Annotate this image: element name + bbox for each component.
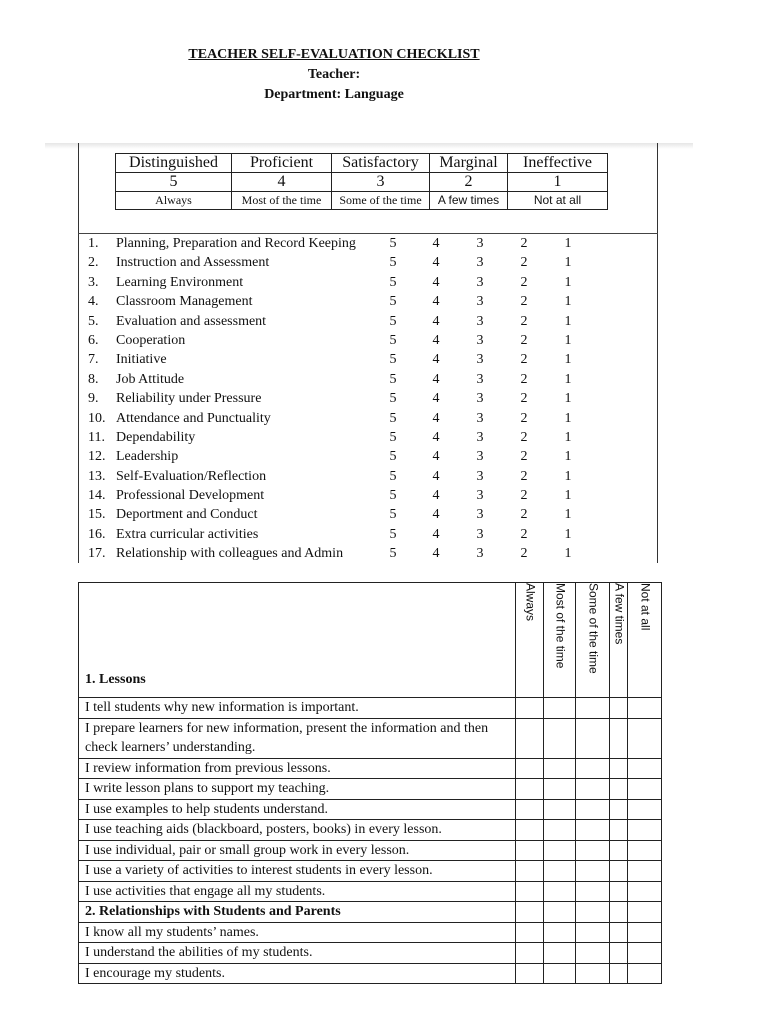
rating-value[interactable]: 5	[389, 391, 397, 407]
rating-value[interactable]: 3	[476, 429, 484, 445]
check-cell[interactable]	[576, 758, 610, 779]
check-cell[interactable]	[544, 881, 576, 902]
check-cell[interactable]	[544, 779, 576, 800]
column-header: Always	[523, 583, 538, 622]
checklist-item: I use a variety of activities to interest students in every lesson.	[79, 861, 516, 882]
rating-value[interactable]: 1	[564, 526, 572, 542]
criteria-label: Job Attitude	[116, 371, 185, 387]
criteria-list	[78, 234, 658, 564]
check-cell[interactable]	[628, 963, 662, 984]
rating-value[interactable]: 1	[564, 546, 572, 562]
rating-value[interactable]: 3	[476, 391, 484, 407]
rating-value[interactable]: 3	[476, 526, 484, 542]
check-cell	[576, 902, 610, 923]
check-cell[interactable]	[628, 840, 662, 861]
checklist-item: I review information from previous lessons.	[79, 758, 516, 779]
rating-value[interactable]: 4	[432, 391, 440, 407]
rating-value[interactable]: 4	[432, 371, 440, 387]
check-cell[interactable]	[610, 758, 628, 779]
section-heading: 2. Relationships with Students and Parents	[79, 902, 516, 923]
rating-value[interactable]: 1	[564, 371, 572, 387]
rating-value[interactable]: 5	[389, 274, 397, 290]
check-cell[interactable]	[544, 799, 576, 820]
check-cell[interactable]	[610, 861, 628, 882]
criteria-number: 6.	[88, 332, 99, 348]
criteria-row	[78, 292, 658, 311]
sheet-shadow	[45, 143, 693, 149]
criteria-number: 7.	[88, 352, 99, 368]
check-cell[interactable]	[610, 943, 628, 964]
criteria-number: 12.	[88, 449, 106, 465]
criteria-label: Classroom Management	[116, 294, 253, 310]
rating-value[interactable]: 1	[564, 410, 572, 426]
criteria-number: 9.	[88, 391, 99, 407]
check-cell[interactable]	[576, 943, 610, 964]
rating-value[interactable]: 1	[564, 488, 572, 504]
criteria-number: 3.	[88, 274, 99, 290]
rating-value[interactable]: 2	[520, 371, 528, 387]
rating-value[interactable]: 1	[564, 352, 572, 368]
rating-value[interactable]: 1	[564, 255, 572, 271]
checklist-item: I use activities that engage all my students.	[79, 881, 516, 902]
teacher-label: Teacher:	[307, 67, 361, 82]
check-cell[interactable]	[610, 881, 628, 902]
rating-value[interactable]: 4	[432, 488, 440, 504]
scale-score: 5	[116, 173, 232, 192]
checklist-item: I write lesson plans to support my teaching.	[79, 779, 516, 800]
rating-value[interactable]: 4	[432, 546, 440, 562]
criteria-row	[78, 370, 658, 389]
check-cell[interactable]	[610, 820, 628, 841]
criteria-label: Deportment and Conduct	[116, 507, 258, 523]
rating-value[interactable]: 5	[389, 468, 397, 484]
scale-frequency: Most of the time	[232, 192, 332, 210]
checklist-item: I encourage my students.	[79, 963, 516, 984]
rating-value[interactable]: 5	[389, 526, 397, 542]
department-label: Department: Language	[264, 87, 404, 102]
rating-value[interactable]: 4	[432, 352, 440, 368]
rating-value[interactable]: 4	[432, 294, 440, 310]
criteria-row	[78, 312, 658, 331]
criteria-row	[78, 331, 658, 350]
criteria-row	[78, 389, 658, 408]
rating-value[interactable]: 5	[389, 313, 397, 329]
checklist-item: I use examples to help students understand.	[79, 799, 516, 820]
check-cell	[610, 902, 628, 923]
criteria-label: Learning Environment	[116, 274, 244, 290]
check-cell	[628, 902, 662, 923]
rating-value[interactable]: 5	[389, 410, 397, 426]
rating-value[interactable]: 2	[520, 391, 528, 407]
rating-value[interactable]: 4	[432, 410, 440, 426]
check-cell[interactable]	[576, 922, 610, 943]
rating-value[interactable]: 3	[476, 236, 484, 251]
criteria-label: Attendance and Punctuality	[116, 410, 271, 426]
rating-value[interactable]: 3	[476, 371, 484, 387]
criteria-number: 8.	[88, 371, 99, 387]
rating-value[interactable]: 1	[564, 313, 572, 329]
criteria-row	[78, 273, 658, 292]
check-cell[interactable]	[628, 779, 662, 800]
criteria-label: Professional Development	[116, 488, 265, 504]
check-cell[interactable]	[628, 698, 662, 719]
scale-level: Marginal	[430, 154, 508, 173]
rating-value[interactable]: 1	[564, 429, 572, 445]
check-cell[interactable]	[544, 758, 576, 779]
rating-value[interactable]: 5	[389, 429, 397, 445]
rating-value[interactable]: 2	[520, 274, 528, 290]
check-cell[interactable]	[516, 922, 544, 943]
criteria-row	[78, 447, 658, 466]
check-cell[interactable]	[516, 820, 544, 841]
check-cell[interactable]	[576, 820, 610, 841]
check-cell[interactable]	[628, 922, 662, 943]
rating-value[interactable]: 5	[389, 507, 397, 523]
scale-score: 1	[508, 173, 608, 192]
rating-value[interactable]: 2	[520, 449, 528, 465]
check-cell[interactable]	[516, 943, 544, 964]
rating-value[interactable]: 4	[432, 236, 440, 251]
rating-value[interactable]: 1	[564, 274, 572, 290]
rating-value[interactable]: 4	[432, 255, 440, 271]
rating-value[interactable]: 5	[389, 255, 397, 271]
rating-value[interactable]: 2	[520, 294, 528, 310]
scale-level: Satisfactory	[332, 154, 430, 173]
rating-value[interactable]: 3	[476, 332, 484, 348]
check-cell[interactable]	[544, 698, 576, 719]
rating-value[interactable]: 3	[476, 507, 484, 523]
rating-value[interactable]: 4	[432, 313, 440, 329]
check-cell[interactable]	[516, 840, 544, 861]
rating-value[interactable]: 3	[476, 294, 484, 310]
rating-value[interactable]: 2	[520, 236, 528, 251]
check-cell[interactable]	[610, 840, 628, 861]
rating-value[interactable]: 2	[520, 332, 528, 348]
check-cell[interactable]	[544, 861, 576, 882]
rating-value[interactable]: 1	[564, 449, 572, 465]
scale-frequency: Some of the time	[332, 192, 430, 210]
check-cell	[544, 902, 576, 923]
rating-value[interactable]: 2	[520, 410, 528, 426]
check-cell[interactable]	[628, 758, 662, 779]
check-cell[interactable]	[516, 799, 544, 820]
criteria-row	[78, 428, 658, 447]
scale-score: 4	[232, 173, 332, 192]
criteria-row	[78, 253, 658, 272]
criteria-row	[78, 350, 658, 369]
check-cell[interactable]	[610, 922, 628, 943]
rating-value[interactable]: 1	[564, 507, 572, 523]
check-cell[interactable]	[576, 881, 610, 902]
rating-value[interactable]: 2	[520, 546, 528, 562]
checklist-item: I use teaching aids (blackboard, posters, books) in every lesson.	[79, 820, 516, 841]
rating-value[interactable]: 2	[520, 488, 528, 504]
check-cell[interactable]	[628, 861, 662, 882]
rating-value[interactable]: 1	[564, 468, 572, 484]
rating-value[interactable]: 5	[389, 371, 397, 387]
scale-frequency: Not at all	[508, 192, 608, 210]
scale-frequency: A few times	[430, 192, 508, 210]
check-cell[interactable]	[628, 820, 662, 841]
check-cell[interactable]	[576, 799, 610, 820]
rating-value[interactable]: 3	[476, 488, 484, 504]
rating-value[interactable]: 4	[432, 468, 440, 484]
rating-value[interactable]: 5	[389, 352, 397, 368]
section-heading: 1. Lessons	[79, 583, 516, 698]
criteria-label: Leadership	[116, 449, 179, 465]
rating-value[interactable]: 5	[389, 488, 397, 504]
rating-value[interactable]: 4	[432, 274, 440, 290]
rating-value[interactable]: 3	[476, 410, 484, 426]
rating-value[interactable]: 4	[432, 429, 440, 445]
rating-value[interactable]: 3	[476, 313, 484, 329]
check-cell[interactable]	[516, 963, 544, 984]
checklist-item: I tell students why new information is important.	[79, 698, 516, 719]
check-cell[interactable]	[610, 799, 628, 820]
criteria-row	[78, 234, 658, 253]
criteria-label: Instruction and Assessment	[116, 255, 270, 271]
checklist-item: I prepare learners for new information, present the information and then check learners’ understanding.	[79, 718, 516, 758]
criteria-number: 5.	[88, 313, 99, 329]
check-cell[interactable]	[576, 963, 610, 984]
check-cell[interactable]	[610, 779, 628, 800]
scale-score: 3	[332, 173, 430, 192]
criteria-label: Cooperation	[116, 332, 186, 348]
criteria-label: Self-Evaluation/Reflection	[116, 468, 267, 484]
check-cell[interactable]	[516, 718, 544, 758]
check-cell[interactable]	[610, 963, 628, 984]
rating-value[interactable]: 1	[564, 332, 572, 348]
check-cell[interactable]	[628, 881, 662, 902]
check-cell[interactable]	[610, 698, 628, 719]
scale-level: Proficient	[232, 154, 332, 173]
page-title: TEACHER SELF-EVALUATION CHECKLIST	[188, 47, 480, 62]
check-cell[interactable]	[516, 758, 544, 779]
scale-level: Ineffective	[508, 154, 608, 173]
scale-score: 2	[430, 173, 508, 192]
rating-value[interactable]: 5	[389, 294, 397, 310]
check-cell[interactable]	[544, 840, 576, 861]
check-cell[interactable]	[516, 779, 544, 800]
check-cell[interactable]	[576, 698, 610, 719]
check-cell[interactable]	[628, 943, 662, 964]
criteria-number: 13.	[88, 468, 106, 484]
criteria-number: 1.	[88, 236, 99, 251]
rating-value[interactable]: 3	[476, 468, 484, 484]
criteria-label: Reliability under Pressure	[116, 391, 262, 407]
rating-value[interactable]: 3	[476, 274, 484, 290]
column-header: Some of the time	[586, 583, 601, 674]
check-cell[interactable]	[576, 718, 610, 758]
check-cell[interactable]	[516, 861, 544, 882]
column-header: A few times	[612, 583, 627, 645]
criteria-label: Relationship with colleagues and Admin	[116, 546, 344, 562]
criteria-number: 2.	[88, 255, 99, 271]
rating-value[interactable]: 2	[520, 352, 528, 368]
rating-scale-table	[115, 153, 608, 210]
checklist-item: I understand the abilities of my students.	[79, 943, 516, 964]
check-cell[interactable]	[628, 799, 662, 820]
column-header: Not at all	[638, 583, 653, 631]
check-cell[interactable]	[544, 943, 576, 964]
criteria-number: 10.	[88, 410, 106, 426]
rating-value[interactable]: 1	[564, 294, 572, 310]
rating-value[interactable]: 3	[476, 255, 484, 271]
rating-value[interactable]: 2	[520, 429, 528, 445]
rating-value[interactable]: 2	[520, 507, 528, 523]
criteria-label: Evaluation and assessment	[116, 313, 267, 329]
check-cell[interactable]	[544, 718, 576, 758]
criteria-label: Planning, Preparation and Record Keeping	[116, 236, 356, 251]
criteria-label: Extra curricular activities	[116, 526, 259, 542]
checklist-item: I use individual, pair or small group work in every lesson.	[79, 840, 516, 861]
criteria-number: 16.	[88, 526, 106, 542]
checklist-item: I know all my students’ names.	[79, 922, 516, 943]
rating-value[interactable]: 2	[520, 313, 528, 329]
criteria-row	[78, 409, 658, 428]
column-header: Most of the time	[553, 583, 568, 669]
rating-value[interactable]: 5	[389, 449, 397, 465]
check-cell	[516, 902, 544, 923]
scale-frequency: Always	[116, 192, 232, 210]
criteria-row	[78, 505, 658, 524]
rating-value[interactable]: 4	[432, 449, 440, 465]
rating-value[interactable]: 5	[389, 546, 397, 562]
check-cell[interactable]	[544, 820, 576, 841]
rating-value[interactable]: 4	[432, 507, 440, 523]
rating-value[interactable]: 1	[564, 236, 572, 251]
criteria-label: Dependability	[116, 429, 196, 445]
rating-value[interactable]: 4	[432, 526, 440, 542]
criteria-number: 14.	[88, 488, 106, 504]
criteria-label: Initiative	[116, 352, 167, 368]
rating-value[interactable]: 1	[564, 391, 572, 407]
lessons-checklist-table	[78, 582, 662, 984]
check-cell[interactable]	[544, 963, 576, 984]
rating-value[interactable]: 3	[476, 352, 484, 368]
criteria-number: 15.	[88, 507, 106, 523]
rating-value[interactable]: 2	[520, 255, 528, 271]
check-cell[interactable]	[544, 922, 576, 943]
rating-value[interactable]: 3	[476, 449, 484, 465]
criteria-row	[78, 486, 658, 505]
check-cell[interactable]	[576, 861, 610, 882]
criteria-row	[78, 544, 658, 563]
check-cell[interactable]	[516, 881, 544, 902]
check-cell[interactable]	[610, 718, 628, 758]
criteria-row	[78, 467, 658, 486]
check-cell[interactable]	[576, 840, 610, 861]
criteria-number: 17.	[88, 546, 106, 562]
rating-value[interactable]: 5	[389, 332, 397, 348]
rating-value[interactable]: 4	[432, 332, 440, 348]
rating-value[interactable]: 2	[520, 468, 528, 484]
check-cell[interactable]	[516, 698, 544, 719]
rating-value[interactable]: 3	[476, 546, 484, 562]
criteria-number: 4.	[88, 294, 99, 310]
scale-level: Distinguished	[116, 154, 232, 173]
criteria-number: 11.	[88, 429, 105, 445]
check-cell[interactable]	[576, 779, 610, 800]
rating-value[interactable]: 5	[389, 236, 397, 251]
check-cell[interactable]	[628, 718, 662, 758]
criteria-row	[78, 525, 658, 544]
rating-value[interactable]: 2	[520, 526, 528, 542]
